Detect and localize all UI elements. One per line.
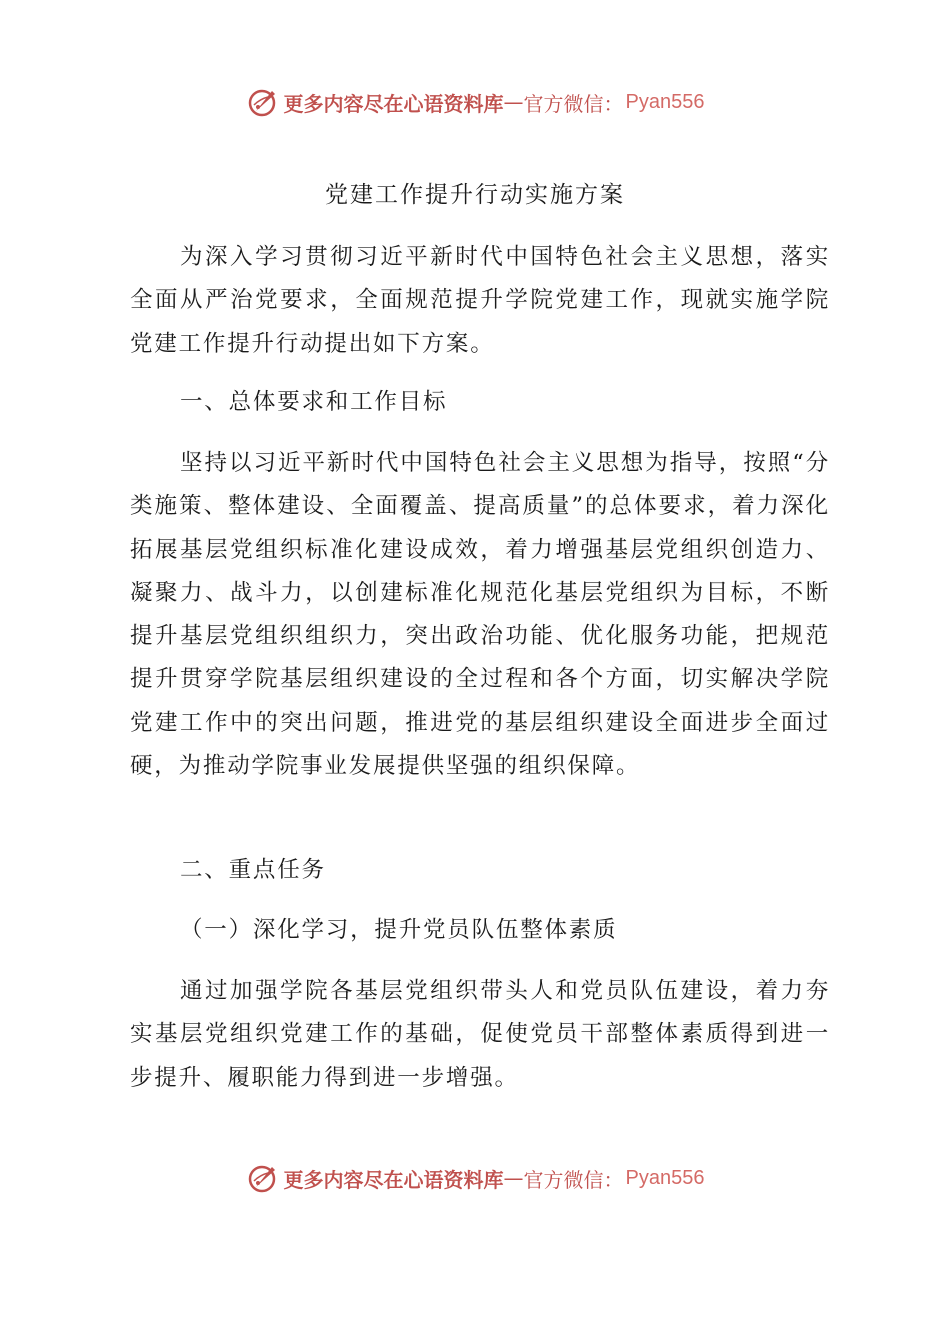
watermark-banner-top <box>0 82 950 122</box>
watermark-main-text: 更多内容尽在心语资料库 <box>283 91 504 116</box>
subsection1-paragraph: 通过加强学院各基层党组织带头人和党员队伍建设，着力夯实基层党组织党建工作的基础，促使党员干部整体素质得到进一步提升、履职能力得到进一步增强。 <box>130 978 830 1091</box>
watermark-dash: — <box>503 90 524 114</box>
section1-heading: 一、总体要求和工作目标 <box>180 389 448 415</box>
watermark-wechat-id: Pyan556 <box>625 1166 705 1189</box>
watermark-wechat-label: 官方微信： <box>523 91 624 116</box>
watermark-dash: — <box>503 1166 524 1190</box>
quill-logo-icon <box>246 1161 280 1195</box>
watermark-main-text: 更多内容尽在心语资料库 <box>283 1167 504 1192</box>
subsection1-heading: （一）深化学习，提升党员队伍整体素质 <box>180 917 618 943</box>
section1-paragraph: 坚持以习近平新时代中国特色社会主义思想为指导，按照“分类施策、整体建设、全面覆盖、提高质量”的总体要求，着力深化拓展基层党组织标准化建设成效，着力增强基层党组织创造力、凝聚力、战斗力，以创建标准化规范化基层党组织为目标，不断提升基层党组织组织力，突出政治功能、优化服务功能，把规范提升贯穿学院基层组织建设的全过程和各个方面，切实解决学院党建工作中的突出问题，推进党的基层组织建设全面进步全面过硬，为推动学院事业发展提供坚强的组织保障。 <box>130 450 830 780</box>
document-title: 党建工作提升行动实施方案 <box>325 182 625 208</box>
quill-logo-icon <box>246 85 280 119</box>
intro-paragraph: 为深入学习贯彻习近平新时代中国特色社会主义思想，落实全面从严治党要求，全面规范提升学院党建工作，现就实施学院党建工作提升行动提出如下方案。 <box>130 244 830 357</box>
watermark-wechat-id: Pyan556 <box>625 90 705 113</box>
section2-heading: 二、重点任务 <box>180 857 326 883</box>
watermark-wechat-label: 官方微信： <box>523 1167 624 1192</box>
watermark-banner-bottom <box>0 1158 950 1198</box>
